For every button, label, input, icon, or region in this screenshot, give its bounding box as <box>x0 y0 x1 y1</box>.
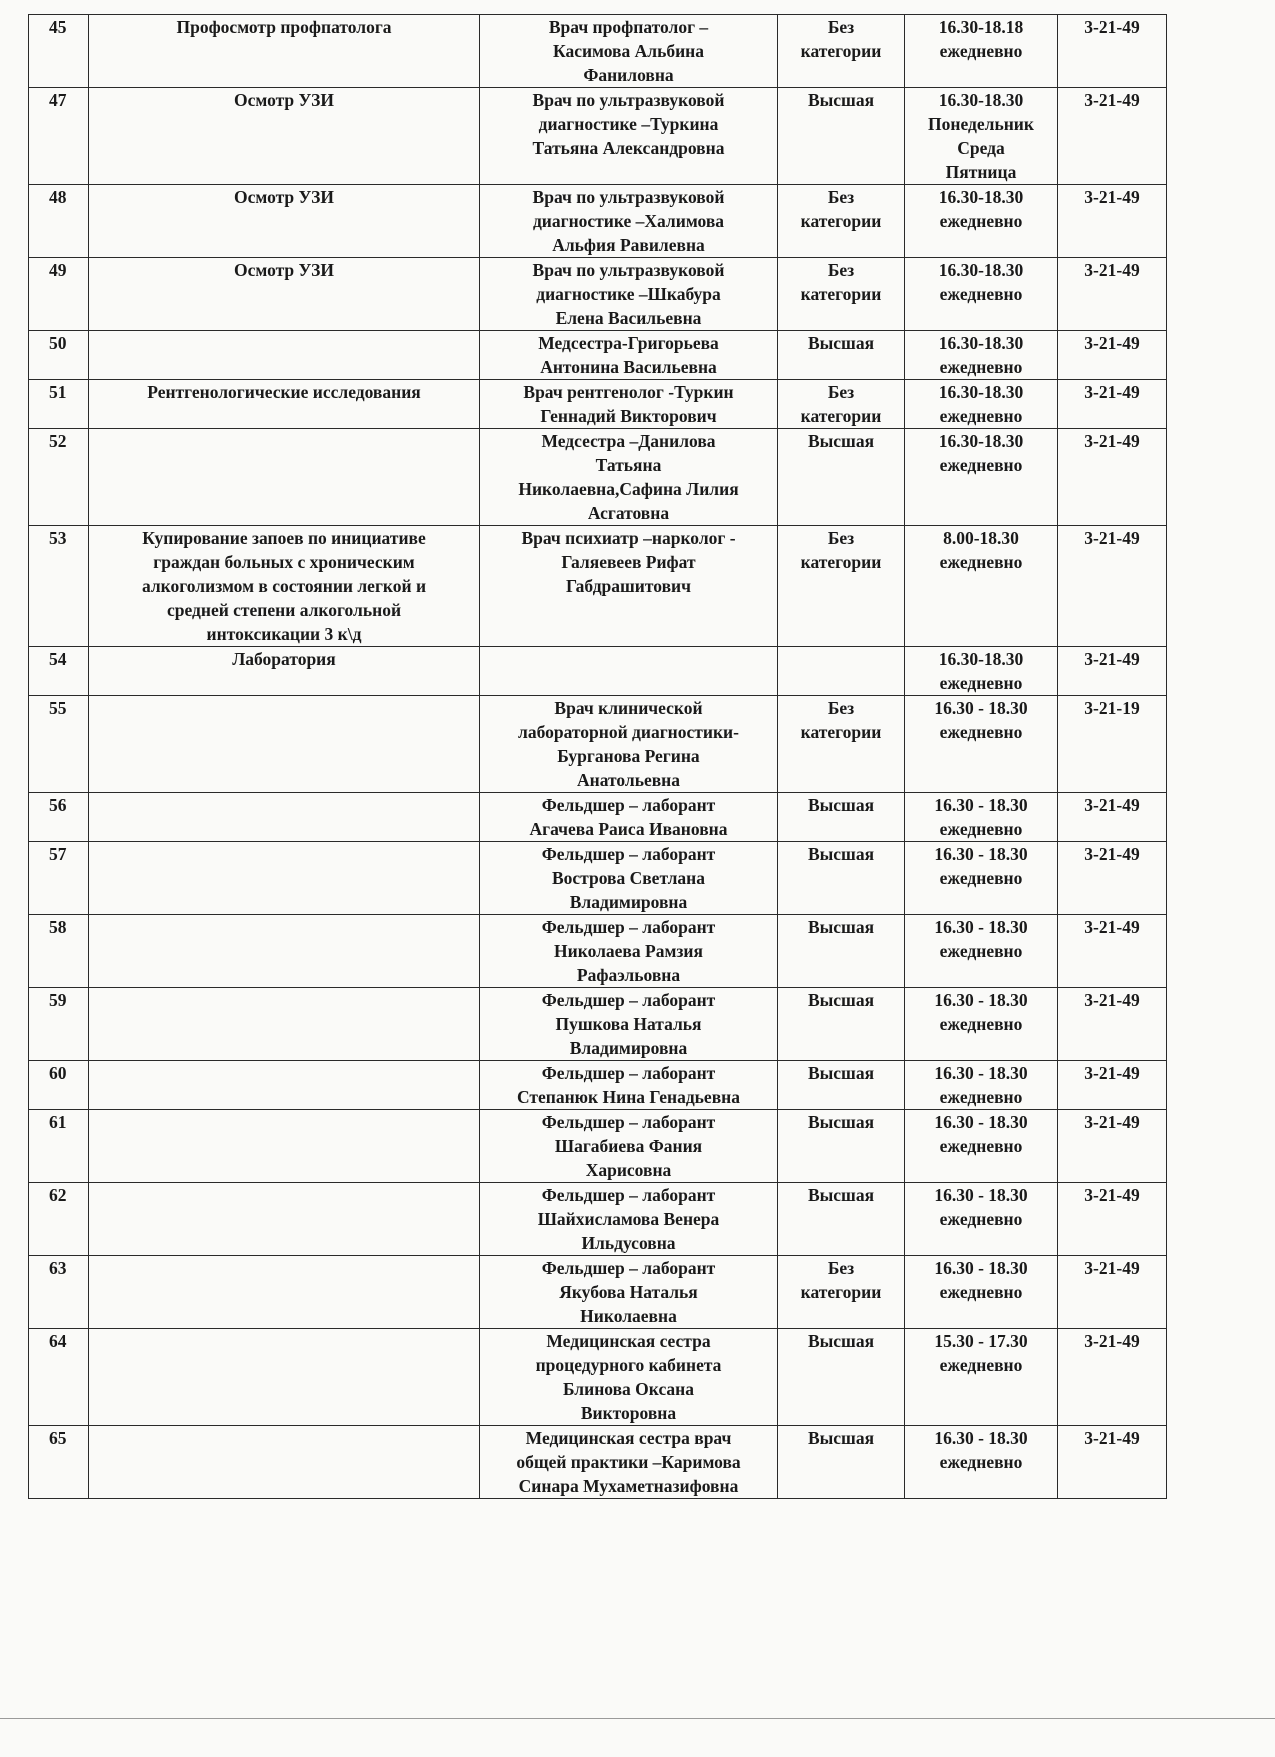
qualification-category: Высшая <box>778 1061 905 1110</box>
row-number: 58 <box>29 915 89 988</box>
qualification-category: Высшая <box>778 429 905 526</box>
row-number: 53 <box>29 526 89 647</box>
staff-name: Фельдшер – лаборант Вострова Светлана Владимировна <box>480 842 778 915</box>
service-name <box>89 1183 480 1256</box>
row-number: 60 <box>29 1061 89 1110</box>
working-hours: 16.30-18.30 ежедневно <box>905 258 1058 331</box>
table-row <box>29 988 1167 1061</box>
qualification-category: Высшая <box>778 915 905 988</box>
phone-number: 3-21-49 <box>1058 842 1167 915</box>
staff-name: Фельдшер – лаборант Степанюк Нина Генадьевна <box>480 1061 778 1110</box>
table-row <box>29 88 1167 185</box>
staff-name: Фельдшер – лаборант Шайхисламова Венера Ильдусовна <box>480 1183 778 1256</box>
phone-number: 3-21-49 <box>1058 429 1167 526</box>
service-name <box>89 915 480 988</box>
working-hours: 16.30-18.18 ежедневно <box>905 15 1058 88</box>
staff-name: Врач профпатолог – Касимова Альбина Фаниловна <box>480 15 778 88</box>
working-hours: 16.30 - 18.30 ежедневно <box>905 793 1058 842</box>
table-row <box>29 185 1167 258</box>
row-number: 50 <box>29 331 89 380</box>
service-name: Рентгенологические исследования <box>89 380 480 429</box>
service-name <box>89 1256 480 1329</box>
service-name <box>89 988 480 1061</box>
row-number: 47 <box>29 88 89 185</box>
table-row <box>29 258 1167 331</box>
service-name: Осмотр УЗИ <box>89 258 480 331</box>
table-row <box>29 331 1167 380</box>
row-number: 61 <box>29 1110 89 1183</box>
table-row <box>29 915 1167 988</box>
table-row <box>29 696 1167 793</box>
phone-number: 3-21-49 <box>1058 915 1167 988</box>
working-hours: 16.30-18.30 ежедневно <box>905 429 1058 526</box>
qualification-category <box>778 647 905 696</box>
staff-name: Медсестра –Данилова Татьяна Николаевна,Сафина Лилия Асгатовна <box>480 429 778 526</box>
qualification-category: Высшая <box>778 793 905 842</box>
phone-number: 3-21-49 <box>1058 793 1167 842</box>
row-number: 55 <box>29 696 89 793</box>
row-number: 51 <box>29 380 89 429</box>
qualification-category: Высшая <box>778 1110 905 1183</box>
qualification-category: Без категории <box>778 696 905 793</box>
phone-number: 3-21-49 <box>1058 1426 1167 1499</box>
working-hours: 16.30-18.30 ежедневно <box>905 380 1058 429</box>
phone-number: 3-21-49 <box>1058 1110 1167 1183</box>
staff-name <box>480 647 778 696</box>
service-name <box>89 793 480 842</box>
qualification-category: Без категории <box>778 526 905 647</box>
schedule-rows <box>29 15 1167 1499</box>
staff-name: Врач по ультразвуковой диагностике –Шкабура Елена Васильевна <box>480 258 778 331</box>
working-hours: 16.30-18.30 Понедельник Среда Пятница <box>905 88 1058 185</box>
schedule-table <box>28 14 1167 1499</box>
staff-name: Фельдшер – лаборант Агачева Раиса Ивановна <box>480 793 778 842</box>
phone-number: 3-21-49 <box>1058 380 1167 429</box>
working-hours: 16.30 - 18.30 ежедневно <box>905 842 1058 915</box>
row-number: 62 <box>29 1183 89 1256</box>
phone-number: 3-21-49 <box>1058 526 1167 647</box>
service-name: Осмотр УЗИ <box>89 185 480 258</box>
staff-name: Врач по ультразвуковой диагностике –Халимова Альфия Равилевна <box>480 185 778 258</box>
phone-number: 3-21-49 <box>1058 88 1167 185</box>
service-name <box>89 1426 480 1499</box>
table-row <box>29 526 1167 647</box>
row-number: 45 <box>29 15 89 88</box>
staff-name: Медсестра-Григорьева Антонина Васильевна <box>480 331 778 380</box>
working-hours: 16.30-18.30 ежедневно <box>905 331 1058 380</box>
service-name <box>89 842 480 915</box>
working-hours: 16.30 - 18.30 ежедневно <box>905 696 1058 793</box>
working-hours: 8.00-18.30 ежедневно <box>905 526 1058 647</box>
table-row <box>29 15 1167 88</box>
table-row <box>29 1329 1167 1426</box>
phone-number: 3-21-49 <box>1058 1329 1167 1426</box>
working-hours: 16.30 - 18.30 ежедневно <box>905 1110 1058 1183</box>
working-hours: 16.30 - 18.30 ежедневно <box>905 1183 1058 1256</box>
working-hours: 16.30 - 18.30 ежедневно <box>905 988 1058 1061</box>
phone-number: 3-21-49 <box>1058 185 1167 258</box>
phone-number: 3-21-49 <box>1058 647 1167 696</box>
phone-number: 3-21-19 <box>1058 696 1167 793</box>
qualification-category: Высшая <box>778 1329 905 1426</box>
phone-number: 3-21-49 <box>1058 1183 1167 1256</box>
table-row <box>29 1183 1167 1256</box>
working-hours: 16.30-18.30 ежедневно <box>905 647 1058 696</box>
service-name: Купирование запоев по инициативе граждан больных с хроническим алкоголизмом в состоянии легкой и средней степени алкогольной интоксикации 3 к\д <box>89 526 480 647</box>
row-number: 56 <box>29 793 89 842</box>
qualification-category: Высшая <box>778 842 905 915</box>
service-name <box>89 696 480 793</box>
staff-name: Врач рентгенолог -Туркин Геннадий Викторович <box>480 380 778 429</box>
working-hours: 16.30 - 18.30 ежедневно <box>905 1061 1058 1110</box>
service-name: Профосмотр профпатолога <box>89 15 480 88</box>
staff-name: Фельдшер – лаборант Шагабиева Фания Харисовна <box>480 1110 778 1183</box>
row-number: 54 <box>29 647 89 696</box>
table-row <box>29 1256 1167 1329</box>
row-number: 57 <box>29 842 89 915</box>
phone-number: 3-21-49 <box>1058 258 1167 331</box>
staff-name: Фельдшер – лаборант Якубова Наталья Николаевна <box>480 1256 778 1329</box>
working-hours: 16.30 - 18.30 ежедневно <box>905 1256 1058 1329</box>
table-row <box>29 1061 1167 1110</box>
phone-number: 3-21-49 <box>1058 15 1167 88</box>
phone-number: 3-21-49 <box>1058 331 1167 380</box>
row-number: 52 <box>29 429 89 526</box>
page-bottom-rule <box>0 1718 1275 1719</box>
table-row <box>29 1426 1167 1499</box>
qualification-category: Высшая <box>778 1183 905 1256</box>
working-hours: 15.30 - 17.30 ежедневно <box>905 1329 1058 1426</box>
qualification-category: Без категории <box>778 15 905 88</box>
row-number: 48 <box>29 185 89 258</box>
phone-number: 3-21-49 <box>1058 1061 1167 1110</box>
table-row <box>29 429 1167 526</box>
qualification-category: Без категории <box>778 380 905 429</box>
phone-number: 3-21-49 <box>1058 988 1167 1061</box>
row-number: 49 <box>29 258 89 331</box>
qualification-category: Высшая <box>778 88 905 185</box>
staff-name: Врач по ультразвуковой диагностике –Туркина Татьяна Александровна <box>480 88 778 185</box>
staff-name: Фельдшер – лаборант Николаева Рамзия Рафаэльовна <box>480 915 778 988</box>
service-name <box>89 429 480 526</box>
service-name <box>89 1110 480 1183</box>
table-row <box>29 793 1167 842</box>
table-row <box>29 380 1167 429</box>
service-name <box>89 1329 480 1426</box>
qualification-category: Без категории <box>778 1256 905 1329</box>
table-row <box>29 647 1167 696</box>
qualification-category: Высшая <box>778 1426 905 1499</box>
service-name <box>89 331 480 380</box>
row-number: 59 <box>29 988 89 1061</box>
table-row <box>29 1110 1167 1183</box>
service-name <box>89 1061 480 1110</box>
qualification-category: Без категории <box>778 185 905 258</box>
staff-name: Медицинская сестра процедурного кабинета Блинова Оксана Викторовна <box>480 1329 778 1426</box>
staff-name: Фельдшер – лаборант Пушкова Наталья Владимировна <box>480 988 778 1061</box>
working-hours: 16.30 - 18.30 ежедневно <box>905 915 1058 988</box>
row-number: 64 <box>29 1329 89 1426</box>
table-row <box>29 842 1167 915</box>
staff-name: Врач психиатр –нарколог - Галяевеев Рифат Габдрашитович <box>480 526 778 647</box>
row-number: 65 <box>29 1426 89 1499</box>
service-name: Лаборатория <box>89 647 480 696</box>
service-name: Осмотр УЗИ <box>89 88 480 185</box>
row-number: 63 <box>29 1256 89 1329</box>
phone-number: 3-21-49 <box>1058 1256 1167 1329</box>
qualification-category: Высшая <box>778 331 905 380</box>
staff-name: Врач клинической лабораторной диагностики- Бурганова Регина Анатольевна <box>480 696 778 793</box>
qualification-category: Высшая <box>778 988 905 1061</box>
qualification-category: Без категории <box>778 258 905 331</box>
working-hours: 16.30-18.30 ежедневно <box>905 185 1058 258</box>
working-hours: 16.30 - 18.30 ежедневно <box>905 1426 1058 1499</box>
staff-name: Медицинская сестра врач общей практики –Каримова Синара Мухаметназифовна <box>480 1426 778 1499</box>
